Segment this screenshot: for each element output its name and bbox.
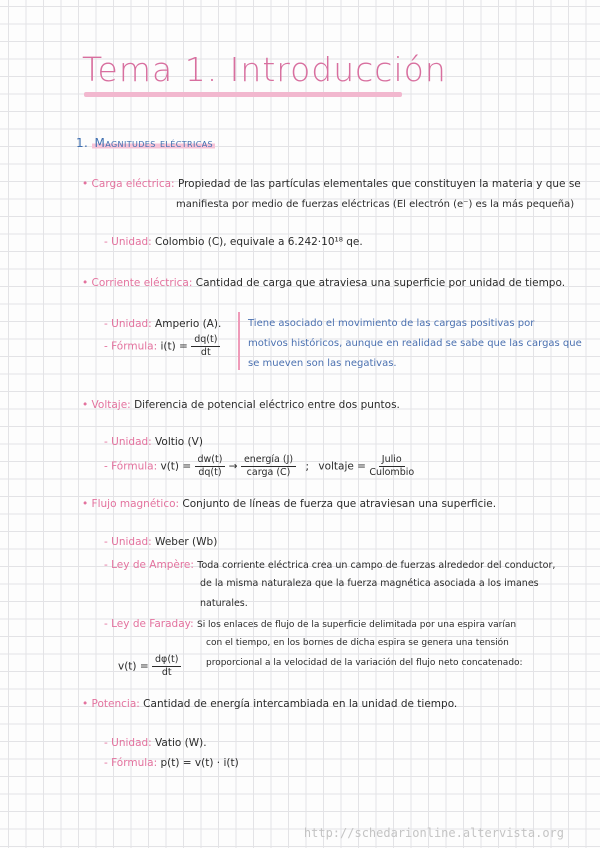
potencia-term: Potencia: [91, 698, 140, 710]
note-margin-bar [238, 312, 240, 370]
faraday-fraction [152, 654, 181, 679]
carga-def-line1: Propiedad de las partículas elementales que constituyen la materia y que se [177, 178, 581, 190]
fraction-numerator: dq(t) [191, 334, 220, 347]
voltaje-formula-lhs: v(t) = [160, 460, 192, 473]
voltaje-formula: - Fórmula: v(t) = $\frac{dw(t)}{dq(t)}$ → $\frac{\text{energía (J)}}{\text{carga (C)}}$ ; voltaje = $\frac{\text{Julio}}{\text{Culombio}}$ [104, 454, 415, 478]
faraday-formula [118, 654, 181, 679]
ampere-line3: naturales. [200, 598, 248, 609]
voltaje-term: Voltaje: [91, 399, 131, 411]
potencia-unit: - Unidad: Vatio (W). [104, 737, 207, 749]
flujo-def: Conjunto de líneas de fuerza que atraviesan una superficie. [182, 498, 497, 510]
potencia-unit-label: Unidad: [111, 737, 152, 749]
ampere-line2: de la misma naturaleza que la fuerza magnética asociada a los imanes [200, 578, 539, 589]
flujo-unit-value: Weber (Wb) [155, 536, 218, 548]
corriente-note-line2: motivos históricos, aunque en realidad se sabe que las cargas que [248, 338, 582, 349]
fraction-denominator: Culombio [369, 467, 415, 478]
corriente-unit-label: Unidad: [111, 318, 152, 330]
potencia-definition: • Potencia: Cantidad de energía intercambiada en la unidad de tiempo. [82, 698, 458, 710]
carga-definition: • Carga eléctrica: Propiedad de las partículas elementales que constituyen la materia y que se [82, 178, 581, 190]
corriente-unit: - Unidad: Amperio (A). [104, 318, 222, 330]
section-label: Magnitudes eléctricas [94, 136, 214, 150]
voltaje-fraction-3 [369, 454, 414, 479]
carga-unit: - Unidad: Colombio (C), equivale a 6.242·10¹⁸ qe. [104, 236, 363, 248]
flujo-unit-label: Unidad: [111, 536, 152, 548]
title-underline [84, 92, 402, 97]
faraday-line3: proporcional a la velocidad de la variación del flujo neto concatenado: [206, 658, 523, 668]
fraction-numerator: dw(t) [195, 454, 226, 467]
carga-term: Carga eléctrica: [91, 178, 175, 190]
fraction-denominator: carga (C) [246, 467, 291, 478]
voltaje-unit: - Unidad: Voltio (V) [104, 436, 203, 448]
potencia-formula: - Fórmula: p(t) = v(t) · i(t) [104, 757, 239, 769]
corriente-unit-value: Amperio (A). [155, 318, 222, 330]
flujo-term: Flujo magnético: [91, 498, 180, 510]
ampere-law: - Ley de Ampère: Toda corriente eléctrica crea un campo de fuerzas alrededor del conductor, [104, 559, 556, 571]
carga-unit-label: Unidad: [111, 236, 152, 248]
section-number: 1. [76, 136, 89, 150]
corriente-note-line1: Tiene asociado el movimiento de las cargas positivas por [248, 318, 535, 329]
section-heading [76, 136, 215, 150]
potencia-def: Cantidad de energía intercambiada en la unidad de tiempo. [143, 698, 458, 710]
fraction-numerator: Julio [379, 454, 405, 467]
faraday-line1: Si los enlaces de flujo de la superficie delimitada por una espira varían [196, 620, 517, 630]
voltaje-fraction-1 [195, 454, 226, 479]
potencia-formula-label: Fórmula: [111, 757, 158, 769]
ampere-label: Ley de Ampère: [111, 559, 194, 571]
corriente-definition: • Corriente eléctrica: Cantidad de carga que atraviesa una superficie por unidad de tiempo. [82, 277, 566, 289]
voltaje-units-lhs: voltaje = [318, 460, 366, 473]
fraction-denominator: dt [161, 667, 172, 678]
page-title: Tema 1. Introducción [82, 50, 447, 89]
ampere-line1: Toda corriente eléctrica crea un campo de fuerzas alrededor del conductor, [197, 560, 556, 571]
watermark: http://schedarionline.altervista.org [303, 826, 564, 840]
voltaje-fraction-2 [241, 454, 296, 479]
voltaje-formula-label: Fórmula: [111, 460, 158, 473]
faraday-label: Ley de Faraday: [111, 618, 194, 630]
fraction-denominator: dt [200, 347, 211, 358]
arrow-icon: → [228, 460, 238, 473]
corriente-formula-fraction [191, 334, 220, 359]
faraday-law: - Ley de Faraday: Si los enlaces de flujo de la superficie delimitada por una espira varían [104, 618, 517, 630]
potencia-formula-value: p(t) = v(t) · i(t) [160, 757, 239, 769]
corriente-note-line3: se mueven son las negativas. [248, 358, 397, 369]
voltaje-definition: • Voltaje: Diferencia de potencial eléctrico entre dos puntos. [82, 399, 400, 411]
potencia-unit-value: Vatio (W). [155, 737, 207, 749]
corriente-term: Corriente eléctrica: [91, 277, 193, 289]
carga-def-line2: manifiesta por medio de fuerzas eléctricas (El electrón (e⁻) es la más pequeña) [176, 199, 575, 210]
corriente-formula-label: Fórmula: [111, 340, 158, 353]
fraction-denominator: dq(t) [198, 467, 222, 478]
corriente-formula: - Fórmula: i(t) = $\frac{dq(t)}{dt}$ [104, 334, 220, 359]
fraction-numerator: dφ(t) [152, 654, 181, 667]
voltaje-unit-label: Unidad: [111, 436, 152, 448]
corriente-formula-lhs: i(t) = [160, 340, 188, 353]
flujo-definition: • Flujo magnético: Conjunto de líneas de fuerza que atraviesan una superficie. [82, 498, 497, 510]
fraction-numerator: energía (J) [241, 454, 296, 467]
faraday-line2: con el tiempo, en los bornes de dicha espira se genera una tensión [206, 638, 509, 648]
flujo-unit: - Unidad: Weber (Wb) [104, 536, 218, 548]
faraday-formula-lhs: v(t) = [118, 660, 149, 673]
corriente-def: Cantidad de carga que atraviesa una superficie por unidad de tiempo. [195, 277, 566, 289]
voltaje-unit-value: Voltio (V) [155, 436, 203, 448]
voltaje-def: Diferencia de potencial eléctrico entre dos puntos. [134, 399, 400, 411]
carga-unit-value: Colombio (C), equivale a 6.242·10¹⁸ qe. [155, 236, 363, 248]
formula-separator: ; [305, 460, 310, 473]
